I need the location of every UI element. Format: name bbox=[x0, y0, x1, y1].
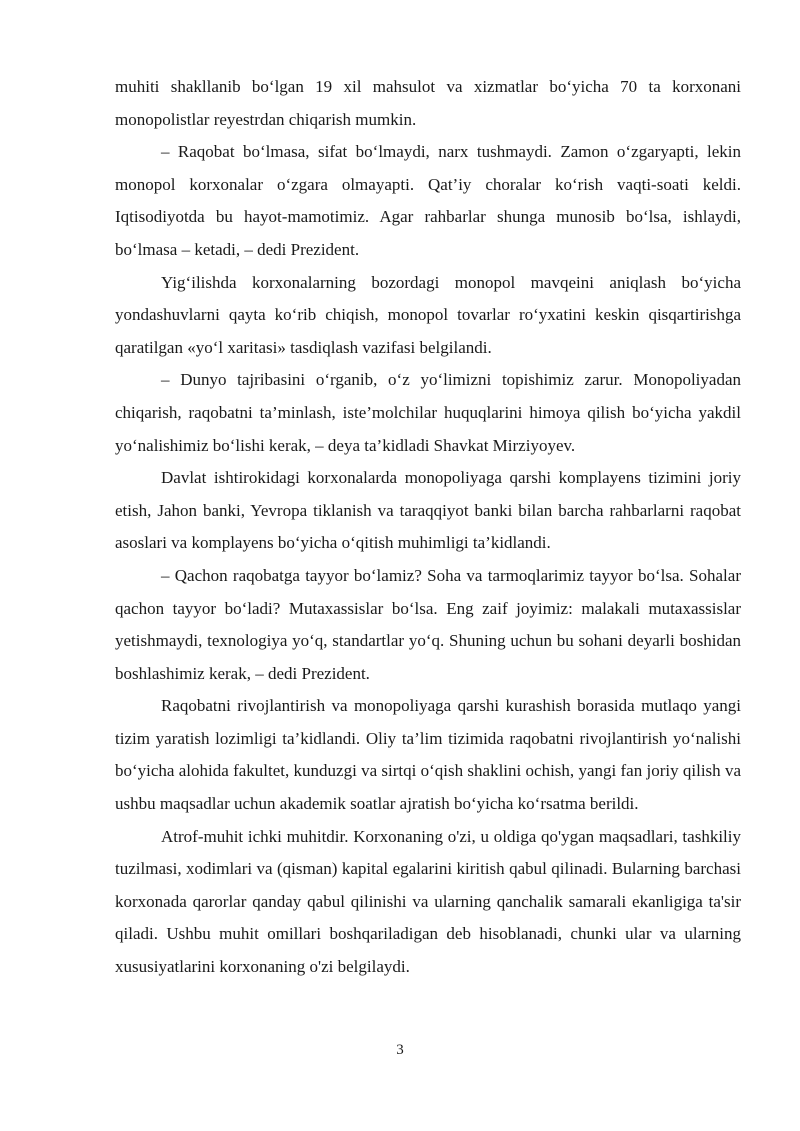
paragraph: – Qachon raqobatga tayyor bo‘lamiz? Soha va tarmoqlarimiz tayyor bo‘lsa. Sohalar qachon tayyor bo‘ladi? Mutaxassislar bo‘lsa. Eng zaif joyimiz: malakali mutaxassislar yetishmaydi, texnologiya yo‘q, standartlar yo‘q. Shuning uchun bu sohani deyarli boshidan boshlashimiz kerak, – dedi Prezident. bbox=[115, 565, 741, 683]
paragraph: Yig‘ilishda korxonalarning bozordagi monopol mavqeini aniqlash bo‘yicha yondashuvlarni qayta ko‘rib chiqish, monopol tovarlar ro‘yxatini keskin qisqartirishga qaratilgan «yo‘l xaritasi» tasdiqlash vazifasi belgilandi. bbox=[115, 272, 741, 357]
paragraph: Raqobatni rivojlantirish va monopoliyaga qarshi kurashish borasida mutlaqo yangi tizim yaratish lozimligi ta’kidlandi. Oliy ta’lim tizimida raqobatni rivojlantirish yo‘nalishi bo‘yicha alohida fakultet, kunduzgi va sirtqi o‘qish shaklini ochish, yangi fan joriy qilish va ushbu maqsadlar uchun akademik soatlar ajratish bo‘yicha ko‘rsatma berildi. bbox=[115, 696, 741, 814]
body-text bbox=[115, 71, 741, 984]
page-number: 3 bbox=[396, 1042, 404, 1058]
paragraph: – Dunyo tajribasini o‘rganib, o‘z yo‘limizni topishimiz zarur. Monopoliyadan chiqarish, raqobatni ta’minlash, iste’molchilar huquqlarini himoya qilish bo‘yicha yakdil yo‘nalishimiz bo‘lishi kerak, – deya ta’kidladi Shavkat Mirziyoyev. bbox=[115, 370, 741, 455]
paragraph: – Raqobat bo‘lmasa, sifat bo‘lmaydi, narx tushmaydi. Zamon o‘zgaryapti, lekin monopol korxonalar o‘zgara olmayapti. Qat’iy choralar ko‘rish vaqti-soati keldi. Iqtisodiyotda bu hayot-mamotimiz. Agar rahbarlar shunga munosib bo‘lsa, ishlaydi, bo‘lmasa – ketadi, – dedi Prezident. bbox=[115, 142, 741, 259]
paragraph: Davlat ishtirokidagi korxonalarda monopoliyaga qarshi komplayens tizimini joriy etish, Jahon banki, Yevropa tiklanish va taraqqiyot banki bilan barcha rahbarlarni raqobat asoslari va komplayens bo‘yicha o‘qitish muhimligi ta’kidlandi. bbox=[115, 468, 741, 553]
paragraph-continuation: muhiti shakllanib bo‘lgan 19 xil mahsulot va xizmatlar bo‘yicha 70 ta korxonani monopolistlar reyestrdan chiqarish mumkin. bbox=[115, 77, 741, 129]
paragraph: Atrof-muhit ichki muhitdir. Korxonaning o'zi, u oldiga qo'ygan maqsadlari, tashkiliy tuzilmasi, xodimlari va (qisman) kapital egalarini kiritish qabul qilinadi. Bularning barchasi korxonada qarorlar qanday qabul qilinishi va ularning qanchalik samarali ekanligiga ta'sir qiladi. Ushbu muhit omillari boshqariladigan deb hisoblanadi, chunki ular va ularning xususiyatlarini korxonaning o'zi belgilaydi. bbox=[115, 826, 741, 977]
